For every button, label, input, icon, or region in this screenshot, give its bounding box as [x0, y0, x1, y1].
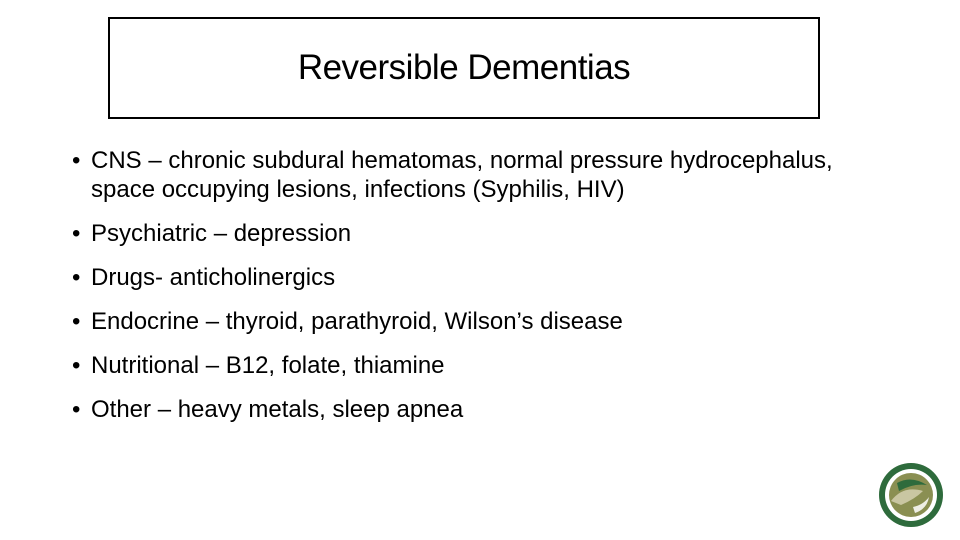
bullet-list [72, 146, 892, 439]
bullet-item [72, 219, 892, 248]
bullet-marker: • [72, 147, 81, 174]
bullet-marker: • [72, 352, 81, 379]
bullet-text: Nutritional – B12, folate, thiamine [91, 352, 445, 379]
bullet-text: Drugs- anticholinergics [91, 264, 336, 291]
bullet-marker: • [72, 220, 81, 247]
bullet-text: Other – heavy metals, sleep apnea [91, 396, 464, 423]
bullet-item [72, 263, 892, 292]
slide-title: Reversible Dementias [297, 48, 631, 87]
bullet-text: CNS – chronic subdural hematomas, normal pressure hydrocephalus, space occupying lesions, infections (Syphilis, HIV) [91, 147, 833, 203]
bullet-item [72, 146, 892, 204]
bullet-text: Endocrine – thyroid, parathyroid, Wilson’s disease [91, 308, 623, 335]
bullet-item [72, 307, 892, 336]
bullet-marker: • [72, 396, 81, 423]
bullet-text: Psychiatric – depression [91, 220, 352, 247]
bullet-marker: • [72, 264, 81, 291]
circular-emblem-icon [877, 461, 945, 529]
bullet-item [72, 395, 892, 424]
title-box [108, 17, 820, 119]
bullet-item [72, 351, 892, 380]
bullet-marker: • [72, 308, 81, 335]
